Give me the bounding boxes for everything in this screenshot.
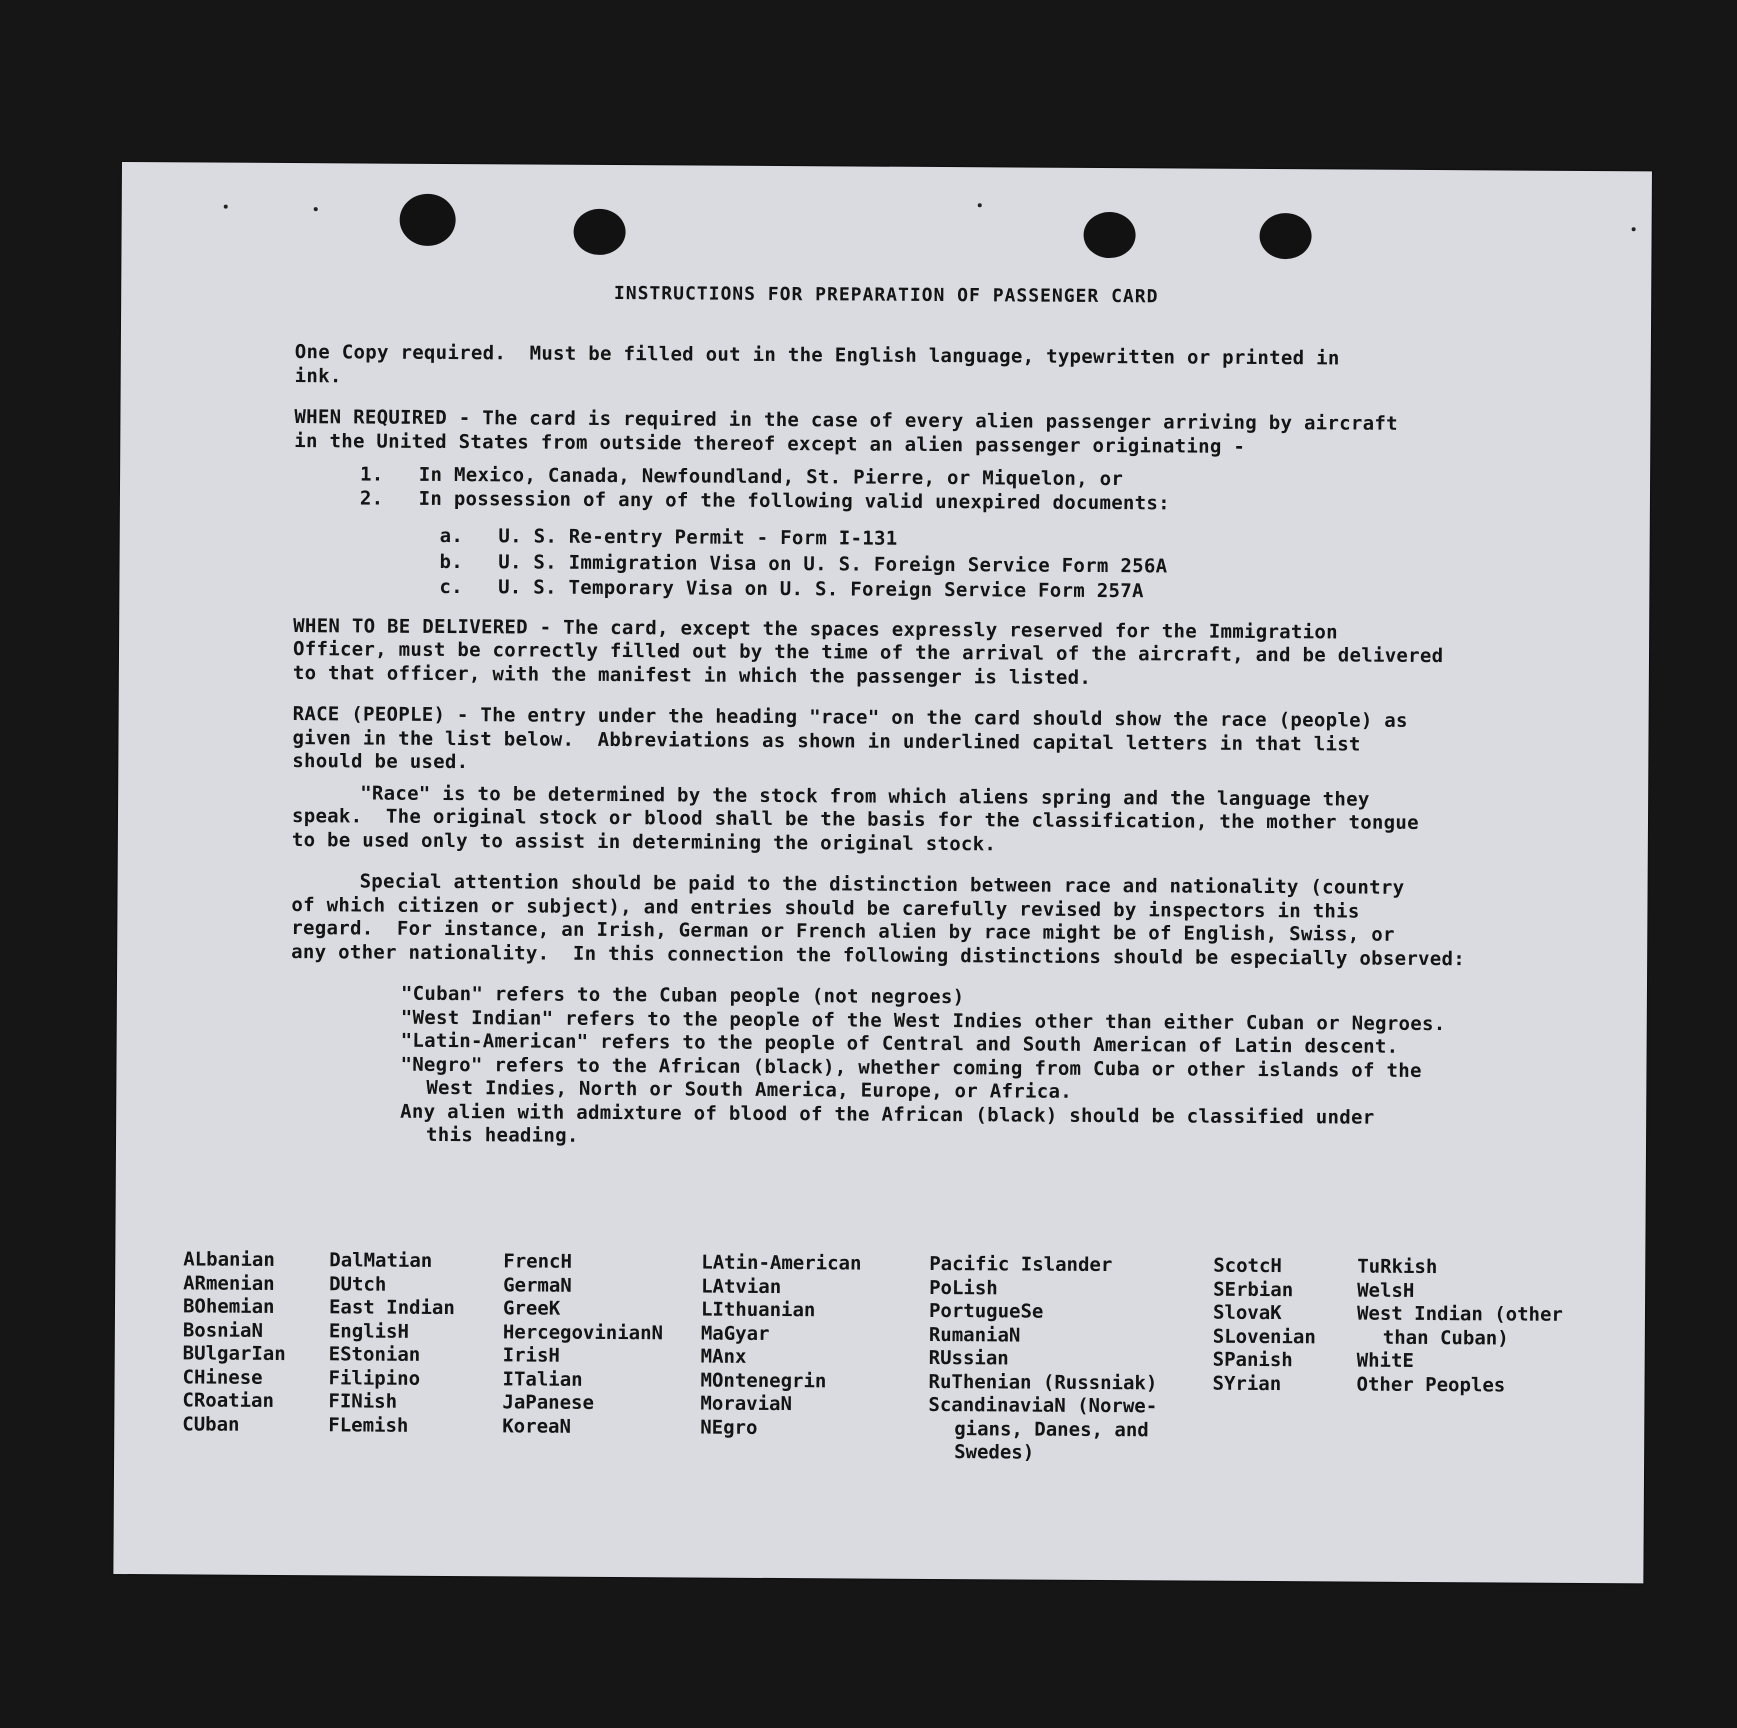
definition-continuation: this heading. <box>425 1123 579 1147</box>
speck <box>1632 227 1636 231</box>
race-item: GreeK <box>502 1297 561 1320</box>
race-list <box>182 1248 1623 1477</box>
race-item: SPanish <box>1212 1348 1293 1372</box>
race-column <box>700 1252 861 1441</box>
definition-item: "Negro" refers to the African (black), whether coming from Cuba or other islands of the <box>400 1053 1422 1082</box>
race-item: FrencH <box>503 1250 572 1273</box>
race-item: RUssian <box>928 1346 1009 1370</box>
race-item: PoLish <box>929 1276 998 1299</box>
race-item: LAtvian <box>701 1275 782 1298</box>
race-column <box>1356 1256 1563 1398</box>
race-item: WhitE <box>1356 1349 1414 1372</box>
race-item: NEgro <box>700 1416 758 1439</box>
race-item: MaGyar <box>700 1322 770 1345</box>
race-item: EStonian <box>328 1343 421 1366</box>
race-item: ARmenian <box>183 1271 275 1295</box>
race-item: MAnx <box>700 1345 747 1368</box>
race-item: West Indian (other <box>1356 1302 1563 1326</box>
race-item: Other Peoples <box>1356 1373 1506 1396</box>
race-item-continuation: Swedes) <box>954 1441 1035 1464</box>
race-item: SYrian <box>1212 1372 1282 1395</box>
race-item: MOntenegrin <box>700 1369 827 1392</box>
race-item: ALbanian <box>183 1248 275 1271</box>
exceptions-list <box>294 463 1634 518</box>
race-item: WelsH <box>1357 1279 1415 1302</box>
documents-list <box>293 524 1633 607</box>
race-item: Pacific Islander <box>929 1252 1113 1277</box>
definition-item: "West Indian" refers to the people of the West Indies other than either Cuban or Negroes. <box>400 1006 1446 1035</box>
speck <box>314 207 318 211</box>
list-item: 1. In Mexico, Canada, Newfoundland, St. Pierre, or Miquelon, or <box>360 463 1124 491</box>
race-item: PortugueSe <box>928 1299 1044 1323</box>
race-item: EnglisH <box>328 1319 410 1343</box>
race-item: TuRkish <box>1357 1255 1438 1279</box>
race-people-paragraph: RACE (PEOPLE) - The entry under the heading "race" on the card should show the race (people) as given in the list below. Abbreviations as shown in underlined capital letters in that list should be used. <box>292 703 1408 774</box>
special-attention-paragraph: Special attention should be paid to the distinction between race and nationality (country of which citizen or subject), and entries should be carefully revised by inspectors in this regard. For instance, an Irish, German or French alien by race might be of English, Swiss, or any other nationality. In this connection the following distinctions should be especially observed: <box>291 870 1466 970</box>
definition-item: "Cuban" refers to the Cuban people (not negroes) <box>400 982 965 1009</box>
definitions-list <box>400 983 1631 1155</box>
race-item: SlovaK <box>1212 1301 1282 1325</box>
race-item: SErbian <box>1213 1278 1294 1301</box>
race-item-continuation: than Cuban) <box>1382 1326 1509 1349</box>
race-item: GermaN <box>503 1273 572 1297</box>
race-column <box>1212 1255 1316 1397</box>
race-item: ScandinaviaN (Norwe- <box>928 1393 1158 1418</box>
race-item: JaPanese <box>502 1391 595 1414</box>
race-item: SLovenian <box>1212 1325 1316 1348</box>
race-item: FINish <box>328 1390 398 1413</box>
race-column <box>502 1250 663 1439</box>
definition-continuation: West Indies, North or South America, Europe, or Africa. <box>426 1076 1073 1103</box>
race-item: KoreaN <box>502 1414 571 1438</box>
punch-hole <box>1083 212 1135 258</box>
race-column <box>928 1253 1158 1466</box>
race-item: LAtin-American <box>701 1251 862 1275</box>
race-item: MoraviaN <box>700 1392 793 1416</box>
race-item: Filipino <box>328 1366 421 1390</box>
list-item: 2. In possession of any of the following valid unexpired documents: <box>359 486 1171 514</box>
speck <box>224 205 228 209</box>
race-item: ScotcH <box>1213 1254 1282 1278</box>
race-item: East Indian <box>328 1296 455 1320</box>
race-item: CHinese <box>182 1365 263 1389</box>
race-item: DalMatian <box>329 1249 433 1272</box>
speck <box>978 203 982 207</box>
race-item: HercegovinianN <box>502 1320 664 1344</box>
race-item: LIthuanian <box>700 1298 816 1322</box>
list-item: b. U. S. Immigration Visa on U. S. Foreign Service Form 256A <box>439 550 1168 577</box>
race-item: FLemish <box>328 1413 409 1437</box>
race-item: BUlgarIan <box>182 1342 286 1366</box>
race-item: CRoatian <box>182 1389 275 1412</box>
definition-item: "Latin-American" refers to the people of Central and South American of Latin descent. <box>400 1029 1399 1058</box>
instructions-body <box>290 341 1635 1155</box>
when-delivered-paragraph: WHEN TO BE DELIVERED - The card, except the spaces expressly reserved for the Immigration Officer, must be correctly filled out by the time of the arrival of the aircraft, and be delivered to that officer, with the manifest in which the passenger is listed. <box>292 614 1444 689</box>
race-item: DUtch <box>329 1272 387 1296</box>
race-item: ITalian <box>502 1367 583 1391</box>
list-item: a. U. S. Re-entry Permit - Form I-131 <box>439 524 898 550</box>
race-item-continuation: gians, Danes, and <box>954 1417 1149 1441</box>
list-item: c. U. S. Temporary Visa on U. S. Foreign Service Form 257A <box>439 575 1144 603</box>
race-item: BOhemian <box>182 1295 275 1318</box>
race-column <box>328 1249 455 1438</box>
when-required-paragraph: WHEN REQUIRED - The card is required in the case of every alien passenger arriving by aircraft in the United States from outside thereof except an alien passenger originating - <box>294 406 1398 458</box>
passenger-card-instructions-sheet <box>113 162 1652 1583</box>
intro-paragraph: One Copy required. Must be filled out in the English language, typewritten or printed in ink. <box>294 341 1340 387</box>
race-item: IrisH <box>502 1344 560 1367</box>
race-item: RumaniaN <box>928 1323 1021 1347</box>
punch-hole <box>573 209 625 255</box>
race-item: CUban <box>182 1412 240 1436</box>
race-determined-paragraph: "Race" is to be determined by the stock from which aliens spring and the language they speak. The original stock or blood shall be the basis for the classification, the mother tongue to be used only to assist in determining the original stock. <box>291 781 1420 855</box>
race-item: BosniaN <box>182 1318 264 1342</box>
definition-item: Any alien with admixture of blood of the African (black) should be classified under <box>400 1100 1375 1129</box>
punch-hole <box>1259 213 1311 259</box>
punch-hole <box>399 194 455 246</box>
race-item: RuThenian (Russniak) <box>928 1370 1158 1394</box>
race-column <box>182 1248 286 1437</box>
document-title: INSTRUCTIONS FOR PREPARATION OF PASSENGER CARD <box>613 283 1159 308</box>
